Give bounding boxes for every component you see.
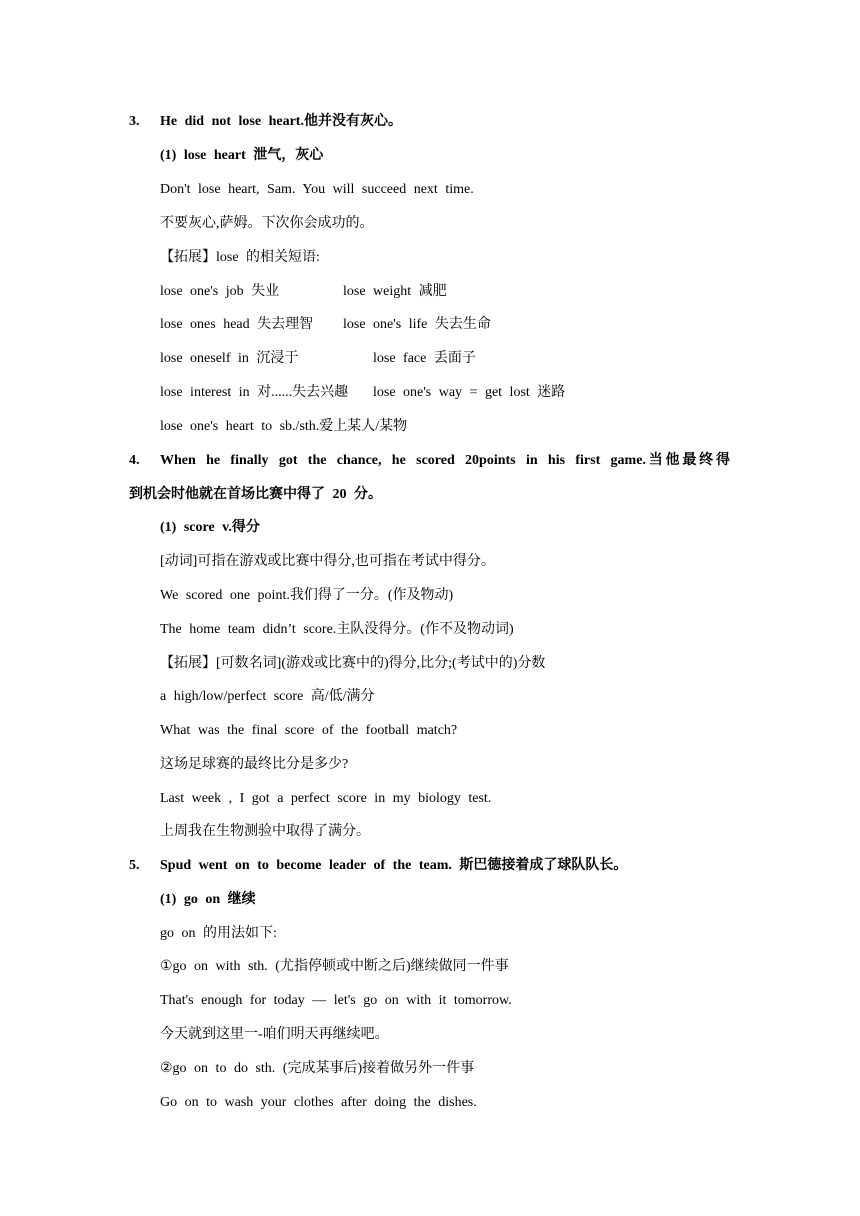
phrase-item: lose interest in 对......失去兴趣 (160, 385, 349, 400)
phrase-item: lose face 丢面子 (373, 351, 476, 366)
extension-label: 【拓展】[可数名词](游戏或比赛中的)得分,比分;(考试中的)分数 (160, 656, 546, 671)
item-5-subheading: (1) go on 继续 (160, 892, 256, 907)
phrase-item: lose one's heart to sb./sth.爱上某人/某物 (160, 419, 408, 434)
item-number-4: 4. (129, 453, 140, 468)
item-5-heading: Spud went on to become leader of the team. 斯巴德接着成了球队队长。 (160, 858, 628, 873)
extension-label: 【拓展】lose 的相关短语: (160, 250, 320, 265)
item-number-5: 5. (129, 858, 140, 873)
example-sentence: We scored one point.我们得了一分。(作及物动) (160, 588, 454, 603)
example-sentence: That's enough for today — let's go on with it tomorrow. (160, 993, 512, 1008)
example-sentence: What was the final score of the football match? (160, 723, 458, 738)
item-4-heading: When he finally got the chance, he scored 20points in his first game.当他最终得 (160, 453, 730, 468)
phrase-item: lose ones head 失去理智 (160, 317, 314, 332)
text-line: go on 的用法如下: (160, 926, 277, 941)
example-translation: 不要灰心,萨姆。下次你会成功的。 (160, 216, 374, 231)
phrase-item: lose oneself in 沉浸于 (160, 351, 299, 366)
example-translation: 今天就到这里一-咱们明天再继续吧。 (160, 1027, 389, 1042)
example-translation: 这场足球赛的最终比分是多少? (160, 757, 349, 772)
example-translation: 上周我在生物测验中取得了满分。 (160, 824, 370, 839)
text-line: a high/low/perfect score 高/低/满分 (160, 689, 375, 704)
example-sentence: Don't lose heart, Sam. You will succeed next time. (160, 182, 474, 197)
phrase-item: lose one's way = get lost 迷路 (373, 385, 566, 400)
item-4-subheading: (1) score v.得分 (160, 520, 260, 535)
usage-point: ①go on with sth. (尤指停顿或中断之后)继续做同一件事 (160, 959, 509, 974)
item-number-3: 3. (129, 114, 140, 129)
usage-point: ②go on to do sth. (完成某事后)接着做另外一件事 (160, 1061, 475, 1076)
item-3-heading: He did not lose heart.他并没有灰心。 (160, 114, 402, 129)
example-sentence: The home team didn’t score.主队没得分。(作不及物动词) (160, 622, 514, 637)
phrase-item: lose one's life 失去生命 (343, 317, 491, 332)
phrase-item: lose one's job 失业 (160, 284, 280, 299)
text-line: [动词]可指在游戏或比赛中得分,也可指在考试中得分。 (160, 554, 495, 569)
item-3-subheading: (1) lose heart 泄气，灰心 (160, 148, 324, 163)
item-4-heading-continued: 到机会时他就在首场比赛中得了 20 分。 (129, 487, 382, 502)
phrase-item: lose weight 减肥 (343, 284, 447, 299)
example-sentence: Last week , I got a perfect score in my biology test. (160, 791, 492, 806)
example-sentence: Go on to wash your clothes after doing the dishes. (160, 1095, 477, 1110)
